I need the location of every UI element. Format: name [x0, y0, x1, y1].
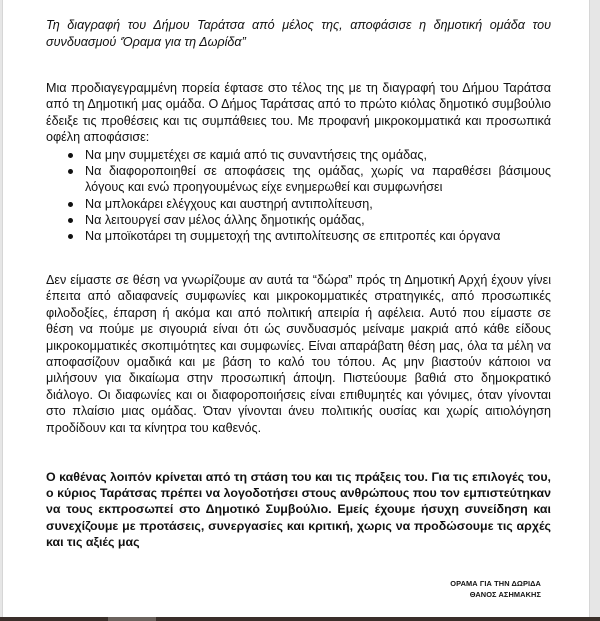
list-item-text: Να λειτουργεί σαν μέλος άλλης δημοτικής ομάδας,	[85, 212, 365, 227]
signature-organization: ΟΡΑΜΑ ΓΙΑ ΤΗΝ ΔΩΡΙΔΑ	[450, 579, 541, 588]
document-page	[2, 0, 590, 617]
signature-name: ΘΑΝΟΣ ΑΣΗΜΑΚΗΣ	[469, 590, 541, 599]
list-item	[46, 147, 551, 163]
intro-paragraph: Μια προδιαγεγραμμένη πορεία έφτασε στο τέλος της με τη διαγραφή του Δήμου Ταράτσα από τη Δημοτική μας ομάδα. Ο Δήμος Ταράτσας από το πρώτο κιόλας δημοτικό συμβούλιο έδειξε τις προθέσεις και τις συμπάθειες του. Με προφανή μικροκομματικά και προσωπικά οφέλη αποφάσισε:	[46, 81, 551, 145]
list-item-text: Να μποϊκοτάρει τη συμμετοχή της αντιπολίτευσης σε επιτροπές και όργανα	[85, 229, 501, 244]
decisions-list	[46, 147, 551, 244]
bullet-icon	[68, 169, 73, 174]
document-title: Τη διαγραφή του Δήμου Ταράτσα από μέλος της, αποφάσισε η δημοτική ομάδα του συνδυασμού ‘Όραμα για τη Δωρίδα”	[46, 18, 551, 49]
list-item	[46, 196, 551, 212]
signature-block	[450, 578, 541, 600]
list-item	[46, 228, 551, 244]
conclusion-paragraph: Ο καθένας λοιπόν κρίνεται από τη στάση του και τις πράξεις του. Για τις επιλογές του, ο κύριος Ταράτσας πρέπει να λογοδοτήσει στους ανθρώπους που τον εμπιστεύτηκαν να τους εκπροσωπεί στο Δημοτικό Συμβούλιο. Εμείς έχουμε ήσυχη συνείδηση και συνεχίζουμε με προτάσεις, συνεργασίες και κριτική, χωρις να προδώσουμε τις αρχές και τις αξιές μας	[46, 470, 551, 549]
list-item-text: Να μην συμμετέχει σε καμιά από τις συναντήσεις της ομάδας,	[85, 148, 427, 162]
bullet-icon	[68, 218, 73, 223]
list-item	[46, 212, 551, 228]
list-item-text: Να μπλοκάρει ελέγχους και αυστηρή αντιπολίτευση,	[85, 196, 373, 211]
scrollbar-thumb[interactable]	[108, 617, 156, 621]
list-item-text: Να διαφοροποιηθεί σε αποφάσεις της ομάδας, χωρίς να παραθέσει βάσιμους λόγους και ενώ προηγουμένως είχε ενημερωθεί και συμφωνήσει	[85, 164, 551, 195]
bullet-icon	[68, 153, 73, 158]
body-paragraph: Δεν είμαστε σε θέση να γνωρίζουμε αν αυτά τα “δώρα” πρός τη Δημοτική Αρχή έχουν γίνει έπειτα από αδιαφανείς συμφωνίες και μικροκομματικές στρατηγικές, από προσωπικές φιλοδοξίες, έπαρση ή ακόμα και από πολιτική απειρία ή αφέλεια. Αυτό που είμαστε σε θέση να πούμε με σιγουριά είναι ότι ώς συνδυασμός μείναμε μακριά από κάθε είδους μικροκομματικές σκοπιμότητες και συμφωνίες. Είναι απαράβατη θέση μας, όλα τα μέλη να αποφασίζουν ομαδικά και με βάση το καλό του τόπου. Ας μην βιαστούν κάποιοι να μιλήσουν για δικαίωμα στην προσωπική άποψη. Πιστεύουμε βαθιά στο δημοκρατικό διάλογο. Οι διαφωνίες και οι διαφοροποιήσεις είναι επιθυμητές και γόνιμες, όταν γίνονται στο πλαίσιο μιας ομάδας. Όταν γίνονται άνευ πολιτικής ουσίας και χωρίς αιτιολόγηση προδίδουν και τα κίνητρα του καθενός.	[46, 273, 551, 435]
bottom-scrollbar[interactable]	[0, 617, 600, 621]
bullet-icon	[68, 202, 73, 207]
bullet-icon	[68, 234, 73, 239]
list-item	[46, 163, 551, 195]
